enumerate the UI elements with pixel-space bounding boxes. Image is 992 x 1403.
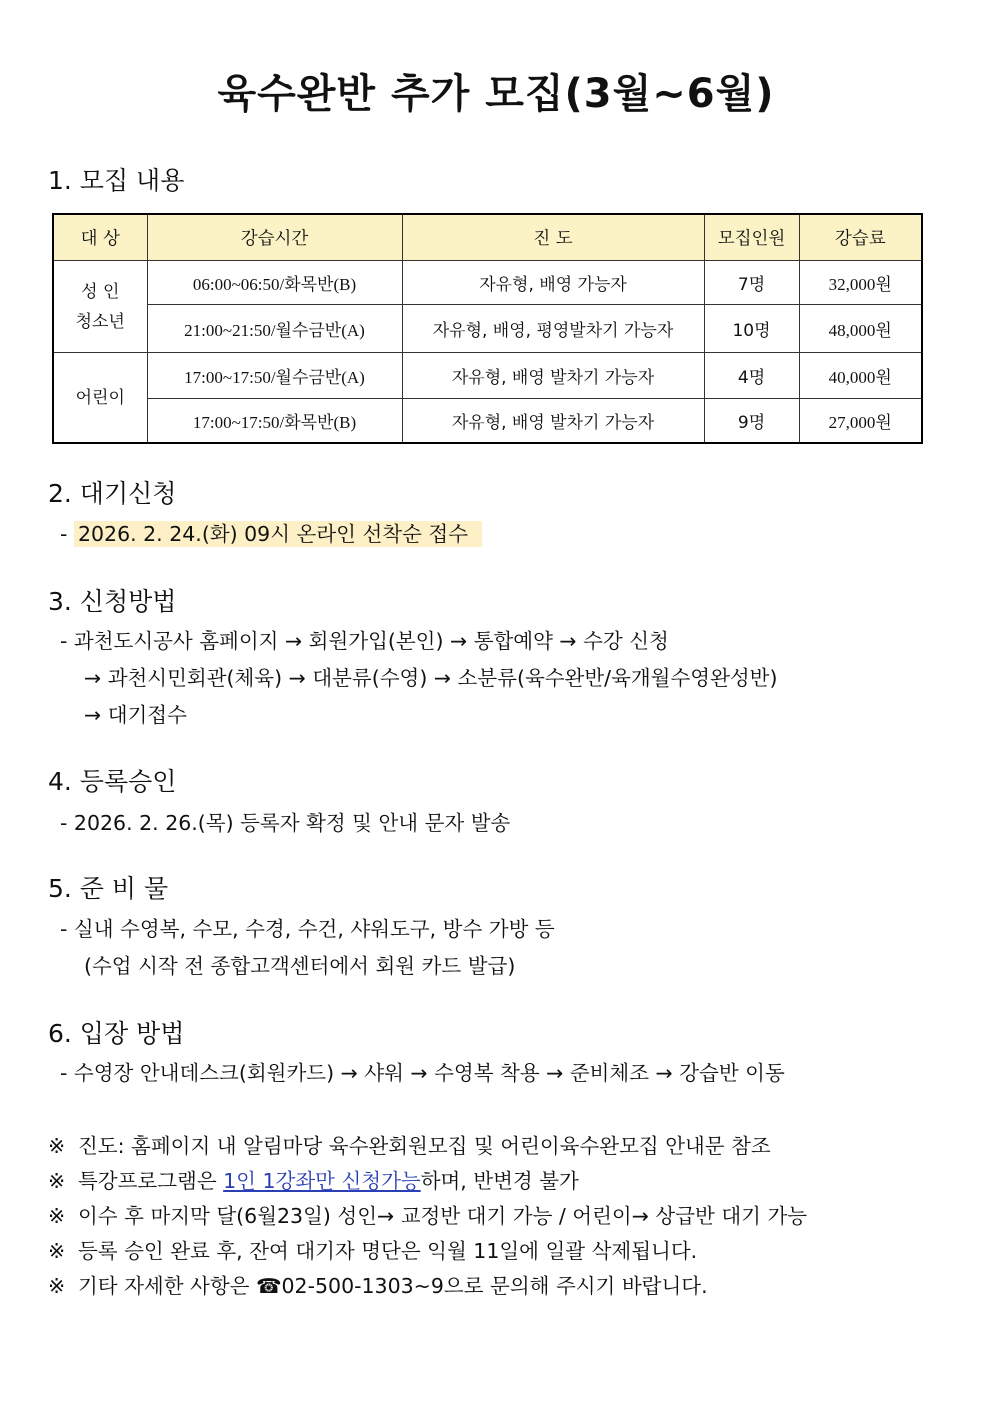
dash-marker: -	[60, 522, 68, 546]
fee-cell: 48,000원	[799, 305, 922, 353]
time-cell: 06:00~06:50/화목반(B)	[147, 261, 402, 305]
header-fee: 강습료	[799, 214, 922, 261]
supplies-line-2: (수업 시작 전 종합고객센터에서 회원 카드 발급)	[84, 954, 516, 978]
header-recruit-count: 모집인원	[704, 214, 799, 261]
category-label: 성 인	[81, 281, 120, 302]
method-line-2: → 과천시민회관(체육) → 대분류(수영) → 소분류(육수완반/육개월수영완성반)	[84, 666, 778, 690]
table-row	[53, 399, 922, 443]
note-mark: ※	[48, 1204, 66, 1228]
note-mark: ※	[48, 1134, 66, 1158]
table-row	[53, 353, 922, 399]
section-3-heading: 3. 신청방법	[48, 587, 177, 616]
time-cell: 21:00~21:50/월수금반(A)	[147, 305, 402, 353]
time-cell: 17:00~17:50/화목반(B)	[147, 399, 402, 443]
page-title: 육수완반 추가 모집(3월~6월)	[217, 71, 775, 117]
count-cell: 10명	[704, 305, 799, 353]
section-4-heading: 4. 등록승인	[48, 767, 177, 796]
fee-cell: 27,000원	[799, 399, 922, 443]
fee-cell: 32,000원	[799, 261, 922, 305]
note-text: 진도: 홈페이지 내 알림마당 육수완회원모집 및 어린이육수완모집 안내문 참조	[78, 1134, 771, 1158]
section-5-heading: 5. 준 비 물	[48, 874, 169, 903]
note-text: 등록 승인 완료 후, 잔여 대기자 명단은 익월 11일에 일괄 삭제됩니다.	[78, 1239, 698, 1263]
header-progress: 진 도	[402, 214, 704, 261]
method-line-3: → 대기접수	[84, 703, 187, 727]
count-cell: 7명	[704, 261, 799, 305]
time-cell: 17:00~17:50/월수금반(A)	[147, 353, 402, 399]
recruitment-table	[52, 213, 923, 444]
progress-cell: 자유형, 배영 발차기 가능자	[402, 399, 704, 443]
table-row	[53, 305, 922, 353]
method-line-1: - 과천도시공사 홈페이지 → 회원가입(본인) → 통합예약 → 수강 신청	[60, 629, 669, 653]
count-cell: 4명	[704, 353, 799, 399]
one-course-limit-link[interactable]: 1인 1강좌만 신청가능	[223, 1169, 421, 1193]
fee-cell: 40,000원	[799, 353, 922, 399]
note-text: 이수 후 마지막 달(6월23일) 성인→ 교정반 대기 가능 / 어린이→ 상급반 대기 가능	[78, 1204, 808, 1228]
note-item	[48, 1164, 579, 1194]
category-cell	[53, 261, 147, 353]
section-6-heading: 6. 입장 방법	[48, 1019, 185, 1048]
note-item	[48, 1269, 708, 1299]
note-text: 기타 자세한 사항은 ☎02-500-1303~9으로 문의해 주시기 바랍니다.	[78, 1274, 708, 1298]
section-1-heading: 1. 모집 내용	[48, 166, 185, 195]
waitlist-highlight: 2026. 2. 24.(화) 09시 온라인 선착순 접수	[74, 521, 482, 547]
category-label: 어린이	[75, 387, 125, 408]
category-label: 청소년	[75, 311, 125, 332]
entry-line: - 수영장 안내데스크(회원카드) → 샤워 → 수영복 착용 → 준비체조 → 강습반 이동	[60, 1061, 785, 1085]
approval-line: - 2026. 2. 26.(목) 등록자 확정 및 안내 문자 발송	[60, 811, 511, 835]
table-header-row	[53, 214, 922, 261]
supplies-line-1: - 실내 수영복, 수모, 수경, 수건, 샤워도구, 방수 가방 등	[60, 917, 555, 941]
note-mark: ※	[48, 1239, 66, 1263]
section-2-heading: 2. 대기신청	[48, 479, 177, 508]
note-mark: ※	[48, 1274, 66, 1298]
note-text: 특강프로그램은	[78, 1169, 224, 1193]
waitlist-line	[60, 517, 482, 547]
count-cell: 9명	[704, 399, 799, 443]
note-item	[48, 1234, 697, 1264]
note-mark: ※	[48, 1169, 66, 1193]
progress-cell: 자유형, 배영 가능자	[402, 261, 704, 305]
header-class-time: 강습시간	[147, 214, 402, 261]
table-row	[53, 261, 922, 305]
progress-cell: 자유형, 배영 발차기 가능자	[402, 353, 704, 399]
category-cell	[53, 353, 147, 443]
note-item	[48, 1129, 771, 1159]
progress-cell: 자유형, 배영, 평영발차기 가능자	[402, 305, 704, 353]
header-target: 대 상	[53, 214, 147, 261]
note-item	[48, 1199, 807, 1229]
note-text: 하며, 반변경 불가	[420, 1169, 579, 1193]
